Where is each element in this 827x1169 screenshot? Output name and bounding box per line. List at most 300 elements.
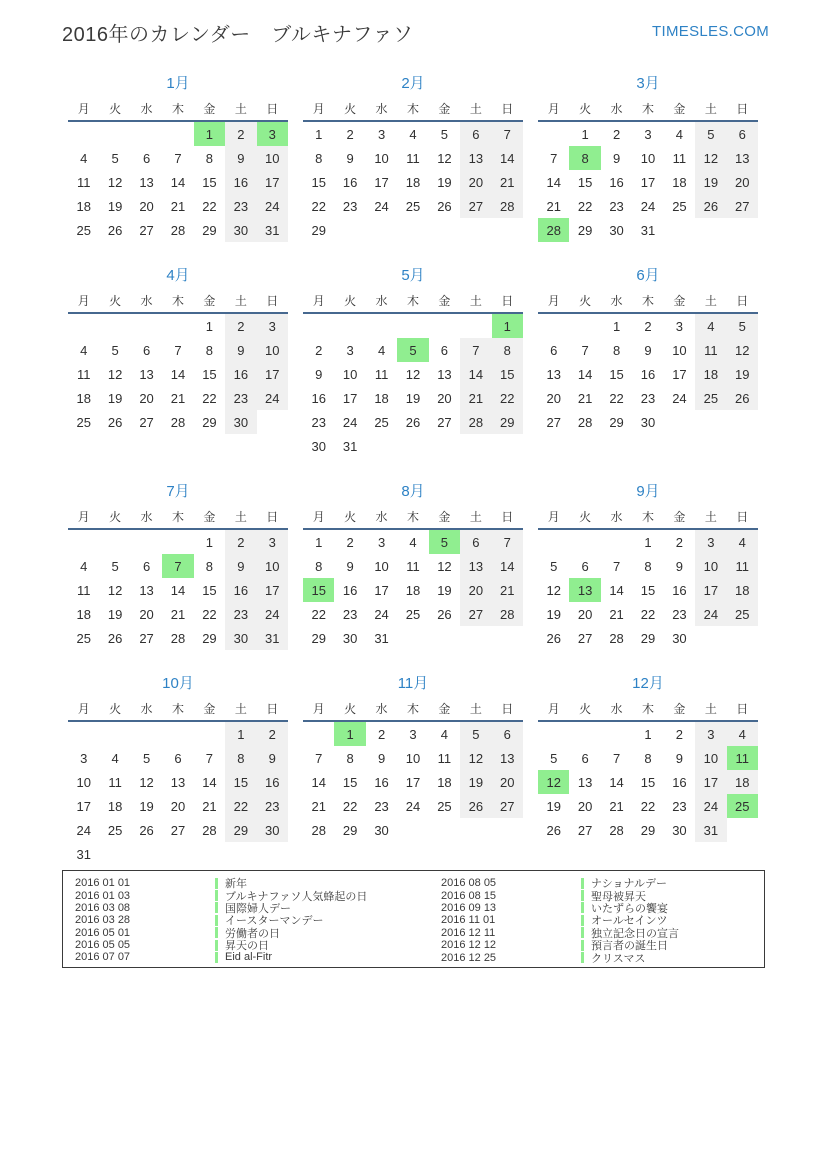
day-cell: 16: [374, 774, 389, 790]
day-cell: 1: [315, 534, 323, 550]
weekday-label: 月: [312, 102, 325, 116]
legend-holiday-name: イースターマンデー: [225, 915, 324, 928]
day-cell: 15: [225, 770, 256, 794]
day-cell: 9: [257, 746, 288, 770]
days-grid: [68, 314, 288, 434]
day-cell: 8: [315, 150, 323, 166]
legend-date: 2016 03 28: [75, 914, 131, 927]
day-cell: 5: [550, 750, 558, 766]
day-cell: 26: [546, 630, 561, 646]
day-cell: 3: [80, 750, 88, 766]
day-cell: 29: [225, 818, 256, 842]
day-cell: 17: [695, 578, 726, 602]
day-cell: 23: [342, 198, 358, 214]
day-cell: 11: [437, 750, 452, 766]
month-6: [538, 266, 758, 434]
legend-holiday-name: Eid al-Fitr: [225, 951, 273, 964]
holiday-day-cell: 3: [257, 122, 288, 146]
weekday-label: 月: [547, 702, 560, 716]
day-cell: 13: [492, 746, 523, 770]
holiday-marker-icon: [581, 902, 584, 913]
weekday-label: 水: [610, 294, 623, 308]
legend-date: 2016 12 25: [441, 951, 497, 964]
holiday-day-cell: 15: [303, 578, 334, 602]
empty-cell: [194, 722, 225, 746]
day-cell: 4: [727, 530, 758, 554]
day-cell: 7: [174, 150, 182, 166]
weekday-label: 月: [312, 510, 325, 524]
day-cell: 20: [577, 606, 593, 622]
holiday-marker-icon: [581, 927, 584, 938]
holiday-day-cell: 1: [194, 122, 225, 146]
day-cell: 20: [577, 798, 593, 814]
day-cell: 27: [577, 822, 593, 838]
weekday-label: 土: [469, 510, 482, 524]
legend-date: 2016 05 05: [75, 939, 131, 952]
day-cell: 1: [205, 318, 214, 334]
day-cell: 28: [609, 630, 624, 646]
day-cell: 1: [205, 534, 214, 550]
month-title: 7月: [166, 483, 190, 500]
weekday-label: 水: [375, 702, 388, 716]
holiday-marker-icon: [215, 952, 218, 963]
day-cell: 29: [311, 630, 326, 646]
weekday-label: 土: [704, 102, 717, 116]
day-cell: 30: [374, 822, 389, 838]
day-cell: 23: [672, 606, 687, 622]
weekday-label: 金: [203, 510, 216, 524]
day-cell: 2: [225, 530, 256, 554]
day-cell: 7: [205, 750, 214, 766]
weekday-label: 土: [469, 702, 482, 716]
holidays-legend: [62, 870, 765, 968]
weekday-label: 土: [704, 294, 717, 308]
day-cell: 3: [257, 530, 288, 554]
legend-date: 2016 07 07: [75, 951, 131, 964]
day-cell: 18: [76, 606, 91, 622]
empty-cell: [131, 122, 162, 146]
day-cell: 2: [612, 126, 621, 142]
site-logo-link[interactable]: TIMESLES.COM: [652, 23, 769, 40]
weekday-label: 月: [547, 294, 560, 308]
day-cell: 24: [257, 386, 288, 410]
weekdays-row: [303, 292, 523, 310]
day-cell: 27: [577, 630, 593, 646]
weekday-label: 日: [501, 102, 514, 116]
holiday-marker-icon: [215, 902, 218, 913]
day-cell: 6: [581, 750, 589, 766]
empty-cell: [68, 314, 99, 338]
calendar-grid: [68, 74, 758, 866]
day-cell: 3: [377, 126, 386, 142]
day-cell: 31: [374, 630, 389, 646]
day-cell: 11: [672, 150, 687, 166]
day-cell: 20: [492, 770, 523, 794]
weekday-label: 日: [736, 510, 749, 524]
weekday-label: 金: [438, 510, 451, 524]
empty-cell: [131, 722, 162, 746]
day-cell: 4: [675, 126, 684, 142]
weekday-label: 日: [266, 702, 279, 716]
day-cell: 5: [440, 126, 449, 142]
day-cell: 10: [76, 774, 91, 790]
holiday-marker-icon: [581, 878, 584, 889]
day-cell: 23: [672, 798, 687, 814]
day-cell: 23: [257, 794, 288, 818]
day-cell: 4: [377, 342, 386, 358]
day-cell: 3: [644, 126, 652, 142]
day-cell: 7: [550, 150, 558, 166]
month-7: [68, 482, 288, 650]
day-cell: 8: [612, 342, 621, 358]
day-cell: 12: [727, 338, 758, 362]
day-cell: 15: [202, 366, 217, 382]
month-9: [538, 482, 758, 650]
day-cell: 11: [374, 366, 389, 382]
day-cell: 8: [205, 342, 214, 358]
day-cell: 25: [76, 414, 91, 430]
day-cell: 6: [174, 750, 182, 766]
day-cell: 14: [311, 774, 326, 790]
empty-cell: [131, 530, 162, 554]
empty-cell: [99, 530, 130, 554]
day-cell: 11: [76, 582, 91, 598]
day-cell: 7: [492, 530, 523, 554]
weekday-label: 火: [579, 294, 592, 308]
day-cell: 5: [460, 722, 491, 746]
day-cell: 21: [460, 386, 491, 410]
page-title: 2016年のカレンダー ブルキナファソ: [62, 24, 414, 46]
legend-date: 2016 12 11: [441, 926, 496, 939]
month-title: 4月: [166, 267, 190, 284]
day-cell: 1: [644, 534, 652, 550]
empty-cell: [538, 530, 569, 554]
day-cell: 20: [460, 578, 491, 602]
day-cell: 15: [202, 174, 217, 190]
day-cell: 25: [405, 606, 421, 622]
weekday-label: 月: [312, 702, 325, 716]
day-cell: 9: [225, 338, 256, 362]
days-grid: [303, 314, 523, 458]
legend-date: 2016 03 08: [75, 901, 131, 914]
day-cell: 29: [640, 630, 656, 646]
day-cell: 26: [437, 198, 452, 214]
weekday-label: 土: [704, 510, 717, 524]
day-cell: 1: [225, 722, 256, 746]
day-cell: 22: [342, 798, 358, 814]
weekday-label: 土: [704, 702, 717, 716]
day-cell: 4: [409, 126, 417, 142]
day-cell: 19: [107, 390, 123, 406]
day-cell: 17: [695, 770, 726, 794]
day-cell: 18: [374, 390, 389, 406]
day-cell: 19: [727, 362, 758, 386]
day-cell: 16: [672, 582, 687, 598]
day-cell: 19: [139, 798, 154, 814]
holiday-day-cell: 11: [727, 746, 758, 770]
day-cell: 4: [440, 726, 449, 742]
weekdays-row: [303, 100, 523, 118]
day-cell: 16: [342, 582, 358, 598]
day-cell: 11: [406, 150, 420, 166]
weekday-label: 土: [469, 294, 482, 308]
month-2: [303, 74, 523, 242]
weekday-label: 金: [438, 294, 451, 308]
day-cell: 24: [640, 198, 656, 214]
weekday-label: 木: [641, 510, 654, 524]
day-cell: 13: [577, 774, 593, 790]
day-cell: 6: [492, 722, 523, 746]
days-grid: [538, 314, 758, 434]
empty-cell: [68, 122, 99, 146]
day-cell: 4: [80, 150, 88, 166]
day-cell: 9: [346, 150, 354, 166]
days-grid: [538, 530, 758, 650]
day-cell: 29: [492, 410, 523, 434]
weekday-label: 金: [673, 702, 686, 716]
month-title: 1月: [166, 75, 190, 92]
weekday-label: 木: [171, 294, 184, 308]
day-cell: 12: [460, 746, 491, 770]
day-cell: 10: [672, 342, 687, 358]
day-cell: 22: [202, 390, 217, 406]
weekdays-row: [68, 508, 288, 526]
day-cell: 7: [612, 750, 621, 766]
day-cell: 26: [107, 222, 123, 238]
weekday-label: 水: [375, 294, 388, 308]
day-cell: 9: [644, 342, 652, 358]
weekday-label: 土: [234, 294, 247, 308]
day-cell: 15: [202, 582, 217, 598]
weekday-label: 水: [140, 702, 153, 716]
day-cell: 4: [727, 722, 758, 746]
legend-holiday-name: 新年: [225, 878, 247, 891]
day-cell: 30: [609, 222, 624, 238]
day-cell: 1: [644, 726, 652, 742]
weekday-label: 土: [234, 510, 247, 524]
day-cell: 20: [460, 170, 491, 194]
day-cell: 5: [550, 558, 558, 574]
day-cell: 18: [405, 174, 421, 190]
day-cell: 30: [672, 630, 687, 646]
day-cell: 31: [76, 846, 91, 862]
weekday-label: 金: [673, 510, 686, 524]
day-cell: 3: [377, 534, 386, 550]
day-cell: 25: [437, 798, 452, 814]
empty-cell: [538, 314, 569, 338]
day-cell: 3: [409, 726, 417, 742]
day-cell: 30: [225, 218, 256, 242]
day-cell: 28: [577, 414, 593, 430]
day-cell: 13: [727, 146, 758, 170]
day-cell: 18: [727, 578, 758, 602]
day-cell: 16: [225, 170, 256, 194]
day-cell: 10: [257, 554, 288, 578]
holiday-marker-icon: [581, 915, 584, 926]
month-title: 12月: [632, 675, 664, 692]
day-cell: 25: [727, 602, 758, 626]
day-cell: 6: [727, 122, 758, 146]
day-cell: 2: [257, 722, 288, 746]
day-cell: 9: [225, 554, 256, 578]
day-cell: 12: [139, 774, 154, 790]
day-cell: 27: [460, 194, 491, 218]
day-cell: 15: [577, 174, 593, 190]
weekday-label: 金: [673, 294, 686, 308]
day-cell: 11: [76, 174, 91, 190]
day-cell: 28: [311, 822, 326, 838]
weekday-label: 水: [140, 294, 153, 308]
day-cell: 10: [695, 554, 726, 578]
day-cell: 24: [695, 602, 726, 626]
holiday-marker-icon: [215, 915, 218, 926]
weekday-label: 火: [344, 702, 357, 716]
empty-cell: [601, 722, 632, 746]
month-4: [68, 266, 288, 434]
empty-cell: [429, 314, 460, 338]
day-cell: 20: [139, 198, 154, 214]
empty-cell: [162, 122, 193, 146]
day-cell: 9: [225, 146, 256, 170]
day-cell: 2: [377, 726, 386, 742]
day-cell: 11: [406, 558, 420, 574]
weekday-label: 日: [501, 294, 514, 308]
empty-cell: [538, 122, 569, 146]
day-cell: 30: [311, 438, 326, 454]
month-title: 3月: [636, 75, 660, 92]
day-cell: 25: [76, 222, 91, 238]
month-10: [68, 674, 288, 866]
day-cell: 27: [139, 222, 154, 238]
day-cell: 15: [609, 366, 624, 382]
weekday-label: 金: [673, 102, 686, 116]
day-cell: 3: [675, 318, 684, 334]
month-title: 6月: [636, 267, 660, 284]
day-cell: 10: [257, 146, 288, 170]
day-cell: 28: [170, 630, 186, 646]
weekday-label: 月: [77, 510, 90, 524]
day-cell: 23: [311, 414, 326, 430]
day-cell: 19: [546, 606, 561, 622]
day-cell: 17: [257, 170, 288, 194]
holiday-marker-icon: [215, 890, 218, 901]
day-cell: 17: [342, 390, 358, 406]
days-grid: [68, 530, 288, 650]
day-cell: 22: [577, 198, 593, 214]
day-cell: 17: [257, 362, 288, 386]
weekday-label: 日: [501, 702, 514, 716]
day-cell: 29: [311, 222, 326, 238]
legend-holiday-name: ブルキナファソ人気蜂起の日: [225, 890, 368, 903]
weekday-label: 火: [109, 294, 122, 308]
day-cell: 4: [111, 750, 119, 766]
weekday-label: 土: [469, 102, 482, 116]
day-cell: 21: [311, 798, 326, 814]
day-cell: 28: [609, 822, 624, 838]
day-cell: 26: [546, 822, 561, 838]
weekday-label: 水: [610, 510, 623, 524]
month-1: [68, 74, 288, 242]
month-5: [303, 266, 523, 458]
day-cell: 14: [577, 366, 593, 382]
empty-cell: [68, 530, 99, 554]
legend-item: [441, 951, 752, 963]
day-cell: 12: [107, 582, 123, 598]
day-cell: 1: [612, 318, 621, 334]
legend-column: [75, 877, 441, 962]
day-cell: 22: [609, 390, 624, 406]
day-cell: 22: [225, 794, 256, 818]
weekday-label: 日: [736, 294, 749, 308]
day-cell: 29: [202, 630, 217, 646]
weekday-label: 金: [203, 102, 216, 116]
day-cell: 16: [640, 366, 656, 382]
month-title: 5月: [401, 267, 425, 284]
day-cell: 12: [546, 582, 561, 598]
day-cell: 19: [437, 582, 452, 598]
weekday-label: 水: [140, 102, 153, 116]
day-cell: 10: [374, 558, 389, 574]
empty-cell: [366, 314, 397, 338]
day-cell: 27: [139, 630, 154, 646]
holiday-day-cell: 5: [429, 530, 460, 554]
day-cell: 23: [225, 602, 256, 626]
legend-holiday-name: 預言者の誕生日: [591, 940, 668, 953]
day-cell: 3: [695, 530, 726, 554]
day-cell: 6: [142, 342, 151, 358]
day-cell: 2: [315, 342, 323, 358]
day-cell: 18: [405, 582, 421, 598]
empty-cell: [569, 530, 600, 554]
day-cell: 27: [460, 602, 491, 626]
day-cell: 14: [170, 582, 186, 598]
holiday-day-cell: 8: [569, 146, 600, 170]
legend-holiday-name: ナショナルデー: [591, 878, 668, 891]
day-cell: 7: [492, 122, 523, 146]
weekday-label: 木: [171, 510, 184, 524]
empty-cell: [569, 314, 600, 338]
day-cell: 21: [609, 606, 624, 622]
holiday-day-cell: 1: [334, 722, 365, 746]
day-cell: 23: [225, 194, 256, 218]
empty-cell: [162, 314, 193, 338]
month-title: 11月: [397, 675, 429, 692]
holiday-day-cell: 1: [492, 314, 523, 338]
day-cell: 6: [550, 342, 558, 358]
day-cell: 5: [727, 314, 758, 338]
day-cell: 17: [672, 366, 687, 382]
weekday-label: 木: [171, 702, 184, 716]
day-cell: 8: [225, 746, 256, 770]
day-cell: 21: [170, 198, 186, 214]
day-cell: 29: [202, 222, 217, 238]
day-cell: 1: [581, 126, 589, 142]
holiday-marker-icon: [581, 940, 584, 951]
legend-item: [75, 939, 441, 951]
weekday-label: 土: [234, 702, 247, 716]
holiday-day-cell: 5: [397, 338, 428, 362]
day-cell: 12: [437, 558, 452, 574]
month-3: [538, 74, 758, 242]
day-cell: 4: [409, 534, 417, 550]
day-cell: 8: [644, 558, 652, 574]
month-title: 8月: [401, 483, 425, 500]
day-cell: 3: [695, 722, 726, 746]
day-cell: 7: [460, 338, 491, 362]
weekday-label: 木: [641, 294, 654, 308]
empty-cell: [99, 122, 130, 146]
day-cell: 21: [202, 798, 217, 814]
